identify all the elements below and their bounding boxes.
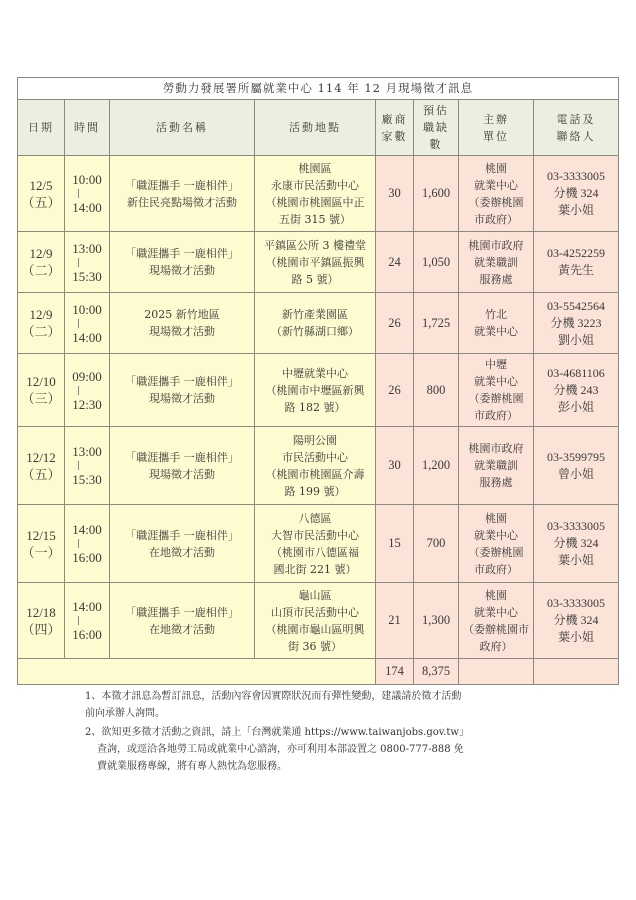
cell-organizer: 桃園市政府 就業職訓 服務處 [459, 427, 534, 505]
time-range-divider [78, 386, 79, 395]
table-row [18, 583, 619, 659]
cell-companies: 24 [376, 232, 414, 293]
header-name: 活動名稱 [110, 100, 255, 156]
cell-companies: 26 [376, 293, 414, 354]
cell-time: 13:00 15:30 [65, 232, 110, 293]
time-range-divider [78, 539, 79, 548]
cell-activity-name: 「職涯攜手 一鹿相伴」 現場徵才活動 [110, 354, 255, 427]
totals-empty-contact [534, 659, 619, 685]
cell-jobs: 1,600 [414, 156, 459, 232]
cell-organizer: 桃園 就業中心 （委辦桃園 市政府） [459, 156, 534, 232]
cell-time: 09:00 12:30 [65, 354, 110, 427]
cell-location: 陽明公園 市民活動中心 （桃園市桃園區介壽 路 199 號） [255, 427, 376, 505]
cell-time: 13:00 15:30 [65, 427, 110, 505]
cell-companies: 15 [376, 505, 414, 583]
time-range-divider [78, 616, 79, 625]
cell-jobs: 1,050 [414, 232, 459, 293]
cell-location: 八德區 大智市民活動中心 （桃園市八德區福 國北街 221 號） [255, 505, 376, 583]
time-range-divider [78, 258, 79, 267]
cell-date: 12/12 （五） [18, 427, 65, 505]
cell-companies: 21 [376, 583, 414, 659]
cell-location: 中壢就業中心 （桃園市中壢區新興 路 182 號） [255, 354, 376, 427]
header-organizer: 主辦 單位 [459, 100, 534, 156]
job-fair-table [17, 77, 619, 685]
totals-label-cell [18, 659, 376, 685]
cell-contact: 03-3333005 分機 324 葉小姐 [534, 583, 619, 659]
cell-contact: 03-3333005 分機 324 葉小姐 [534, 505, 619, 583]
cell-organizer: 桃園 就業中心 （委辦桃園 市政府） [459, 505, 534, 583]
total-companies: 174 [376, 659, 414, 685]
header-location: 活動地點 [255, 100, 376, 156]
cell-companies: 30 [376, 156, 414, 232]
cell-date: 12/9 （二） [18, 293, 65, 354]
cell-time: 10:00 14:00 [65, 293, 110, 354]
cell-activity-name: 2025 新竹地區 現場徵才活動 [110, 293, 255, 354]
cell-contact: 03-4681106 分機 243 彭小姐 [534, 354, 619, 427]
table-title: 勞動力發展署所屬就業中心 114 年 12 月現場徵才訊息 [18, 78, 619, 100]
cell-jobs: 800 [414, 354, 459, 427]
table-row [18, 354, 619, 427]
header-companies: 廠商 家數 [376, 100, 414, 156]
cell-contact: 03-3599795 曾小姐 [534, 427, 619, 505]
cell-contact: 03-5542564 分機 3223 劉小姐 [534, 293, 619, 354]
cell-time: 14:00 16:00 [65, 583, 110, 659]
cell-location: 桃園區 永康市民活動中心 （桃園市桃園區中正 五街 315 號） [255, 156, 376, 232]
cell-activity-name: 「職涯攜手 一鹿相伴」 現場徵才活動 [110, 427, 255, 505]
totals-empty-organizer [459, 659, 534, 685]
table-row [18, 427, 619, 505]
note-1: 1、本徵才訊息為暫訂訊息，活動內容會因實際狀況而有彈性變動，建議請於徵才活動 前向承辦人詢問。 [85, 691, 462, 719]
cell-organizer: 桃園市政府 就業職訓 服務處 [459, 232, 534, 293]
cell-activity-name: 「職涯攜手 一鹿相伴」 現場徵才活動 [110, 232, 255, 293]
cell-date: 12/10 （三） [18, 354, 65, 427]
cell-time: 14:00 16:00 [65, 505, 110, 583]
note-2: 2、欲知更多徵才活動之資訊，請上「台灣就業通 https://www.taiwanjobs.gov.tw」 查詢，或逕洽各地勞工局或就業中心諮詢，亦可利用本部設置之 0800-777-888 免 費就業服務專線，將有專人熱忱為您服務。 [85, 727, 469, 772]
table-row [18, 156, 619, 232]
cell-jobs: 1,200 [414, 427, 459, 505]
header-jobs: 預估 職缺 數 [414, 100, 459, 156]
cell-location: 龜山區 山頂市民活動中心 （桃園市龜山區明興 街 36 號） [255, 583, 376, 659]
cell-organizer: 中壢 就業中心 （委辦桃園 市政府） [459, 354, 534, 427]
cell-time: 10:00 14:00 [65, 156, 110, 232]
cell-location: 新竹產業園區 （新竹縣湖口鄉） [255, 293, 376, 354]
cell-jobs: 700 [414, 505, 459, 583]
cell-organizer: 竹北 就業中心 [459, 293, 534, 354]
cell-date: 12/18 （四） [18, 583, 65, 659]
table-row [18, 293, 619, 354]
table-row [18, 505, 619, 583]
time-range-divider [78, 319, 79, 328]
time-range-divider [78, 189, 79, 198]
header-date: 日期 [18, 100, 65, 156]
cell-jobs: 1,725 [414, 293, 459, 354]
header-row [18, 100, 619, 156]
cell-companies: 26 [376, 354, 414, 427]
total-jobs: 8,375 [414, 659, 459, 685]
cell-date: 12/15 （一） [18, 505, 65, 583]
cell-contact: 03-4252259 黃先生 [534, 232, 619, 293]
cell-companies: 30 [376, 427, 414, 505]
cell-organizer: 桃園 就業中心 （委辦桃園市 政府） [459, 583, 534, 659]
cell-activity-name: 「職涯攜手 一鹿相伴」 在地徵才活動 [110, 505, 255, 583]
notes [85, 688, 555, 777]
cell-location: 平鎮區公所 3 樓禮堂 （桃園市平鎮區振興 路 5 號） [255, 232, 376, 293]
cell-jobs: 1,300 [414, 583, 459, 659]
cell-date: 12/5 （五） [18, 156, 65, 232]
cell-activity-name: 「職涯攜手 一鹿相伴」 新住民亮點場徵才活動 [110, 156, 255, 232]
cell-activity-name: 「職涯攜手 一鹿相伴」 在地徵才活動 [110, 583, 255, 659]
header-contact: 電話及 聯絡人 [534, 100, 619, 156]
totals-row [18, 659, 619, 685]
header-time: 時間 [65, 100, 110, 156]
cell-contact: 03-3333005 分機 324 葉小姐 [534, 156, 619, 232]
table-row [18, 232, 619, 293]
time-range-divider [78, 461, 79, 470]
cell-date: 12/9 （二） [18, 232, 65, 293]
